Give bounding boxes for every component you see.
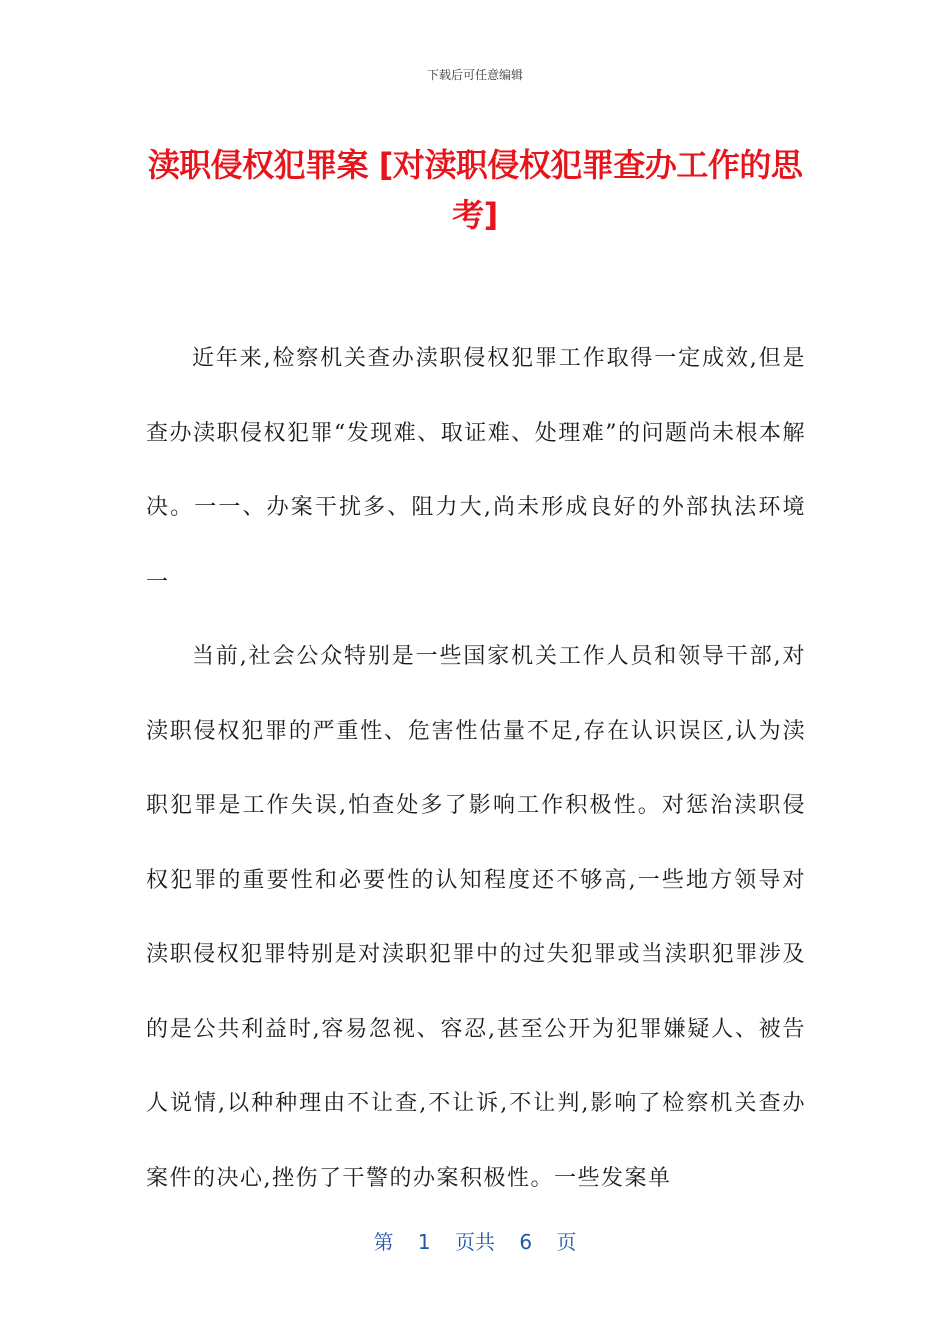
page-total: 6 <box>519 1230 533 1254</box>
page-suffix: 页 <box>556 1230 577 1254</box>
document-title: 渎职侵权犯罪案 [对渎职侵权犯罪查办工作的思考] <box>147 146 803 234</box>
page-prefix: 第 <box>373 1230 394 1254</box>
page-footer <box>0 1226 950 1255</box>
paragraph: 近年来,检察机关查办渎职侵权犯罪工作取得一定成效,但是查办渎职侵权犯罪“发现难、取证难、处理难”的问题尚未根本解决。一一、办案干扰多、阻力大,尚未形成良好的外部执法环境一 <box>146 346 806 595</box>
page-number: 1 <box>417 1230 431 1254</box>
document-body <box>146 322 806 1216</box>
paragraph: 当前,社会公众特别是一些国家机关工作人员和领导干部,对渎职侵权犯罪的严重性、危害性估量不足,存在认识误区,认为渎职犯罪是工作失误,怕查处多了影响工作积极性。对惩治渎职侵权犯罪的重要性和必要性的认知程度还不够高,一些地方领导对渎职侵权犯罪特别是对渎职犯罪中的过失犯罪或当渎职犯罪涉及的是公共利益时,容易忽视、容忍,甚至公开为犯罪嫌疑人、被告人说情,以种种理由不让查,不让诉,不让判,影响了检察机关查办案件的决心,挫伤了干警的办案积极性。一些发案单 <box>146 644 806 1191</box>
page-middle: 页共 <box>455 1230 495 1254</box>
header-note: 下载后可任意编辑 <box>426 68 523 82</box>
